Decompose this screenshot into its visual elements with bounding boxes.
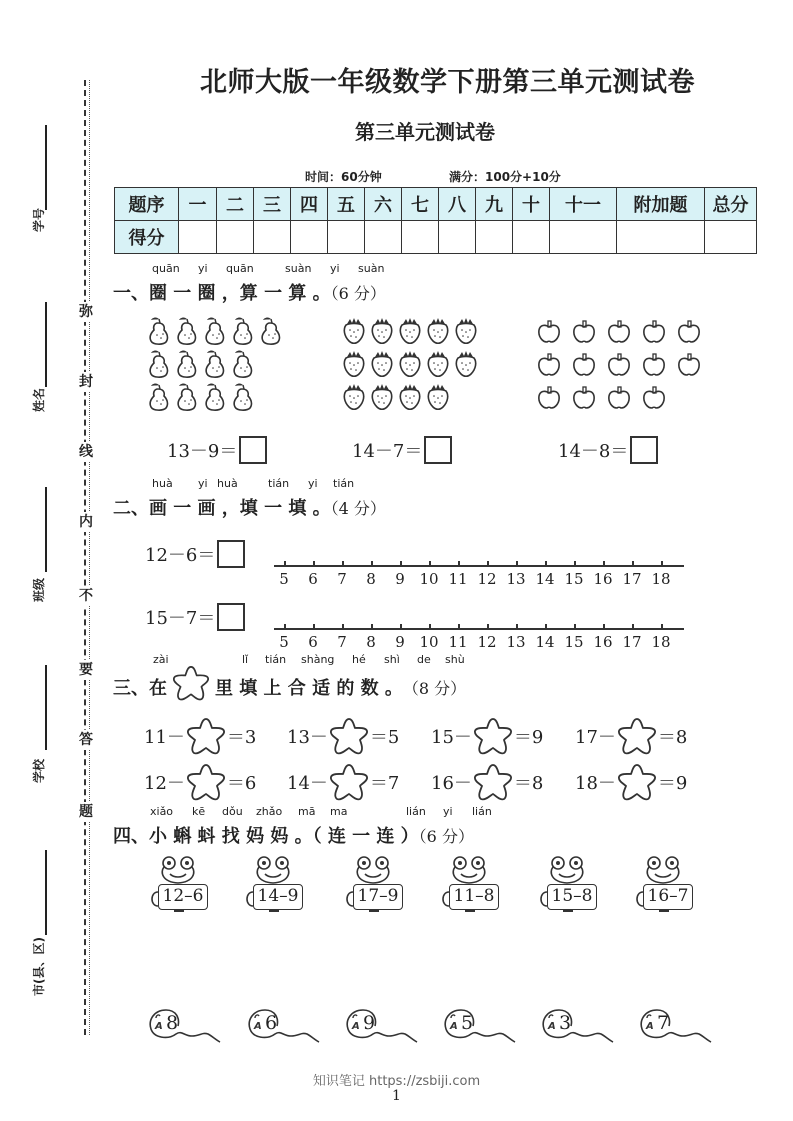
column-header: 附加题 xyxy=(617,188,705,221)
tadpole-value: 7 xyxy=(657,1012,670,1034)
seal-char: 要 xyxy=(76,660,96,680)
tadpole-icon xyxy=(441,1006,517,1046)
tadpole-card[interactable] xyxy=(441,1006,517,1046)
score-cell[interactable] xyxy=(217,221,254,254)
header-label: 题序 xyxy=(115,188,179,221)
name-label: 姓名 xyxy=(32,387,46,412)
apple-icon xyxy=(571,349,597,379)
frog-card[interactable] xyxy=(535,854,601,912)
flower-equation: 14－ ＝7 xyxy=(287,762,399,802)
score-cell[interactable] xyxy=(328,221,365,254)
strawberry-icon xyxy=(453,349,479,379)
tadpole-icon xyxy=(343,1006,419,1046)
section-4-score: （6 分） xyxy=(418,827,474,846)
section-2-score: （4 分） xyxy=(330,499,386,518)
score-cell[interactable] xyxy=(402,221,439,254)
page-subtitle: 第三单元测试卷 xyxy=(355,120,495,144)
number-line-1[interactable] xyxy=(274,559,684,589)
answer-box[interactable] xyxy=(630,436,658,464)
class-label: 班级 xyxy=(32,577,46,602)
strawberry-group xyxy=(341,316,481,415)
column-header: 二 xyxy=(217,188,254,221)
equation-1: 13－9＝ xyxy=(167,436,267,464)
score-cell[interactable] xyxy=(476,221,513,254)
score-table-header-row xyxy=(115,188,757,221)
column-header: 四 xyxy=(291,188,328,221)
apple-icon xyxy=(571,316,597,346)
answer-box[interactable] xyxy=(424,436,452,464)
student-id-label: 学号 xyxy=(32,207,46,232)
tadpole-card[interactable] xyxy=(539,1006,615,1046)
pear-icon xyxy=(146,349,172,379)
tick-label: 6 xyxy=(308,633,318,651)
pear-icon xyxy=(174,382,200,412)
strawberry-icon xyxy=(397,316,423,346)
apple-icon xyxy=(606,316,632,346)
apple-group xyxy=(536,316,711,415)
section-3-title: 三、在 里 填 上 合 适 的 数 。 （8 分） xyxy=(113,672,466,702)
equation-15-7: 15－7＝ xyxy=(145,603,245,631)
pear-icon xyxy=(202,349,228,379)
pinyin: huà xyxy=(152,477,173,490)
column-header: 六 xyxy=(365,188,402,221)
strawberry-icon xyxy=(397,349,423,379)
pear-icon xyxy=(202,382,228,412)
pinyin: zài xyxy=(153,653,169,666)
tick-label: 6 xyxy=(308,570,318,588)
pinyin: shàng xyxy=(301,653,335,666)
student-id-line[interactable] xyxy=(45,125,47,210)
pear-icon xyxy=(174,349,200,379)
seal-char: 题 xyxy=(76,802,96,822)
frog-card[interactable] xyxy=(437,854,503,912)
column-header: 一 xyxy=(179,188,217,221)
score-table-score-row xyxy=(115,221,757,254)
pinyin: xiǎo xyxy=(150,805,174,818)
tadpole-icon xyxy=(245,1006,321,1046)
pinyin: yi xyxy=(198,262,208,275)
tick-label: 18 xyxy=(651,633,671,651)
frog-expression: 11–8 xyxy=(449,884,499,910)
pinyin: kē xyxy=(192,805,206,818)
name-line[interactable] xyxy=(45,302,47,387)
pear-icon xyxy=(146,316,172,346)
binding-margin xyxy=(0,0,110,1121)
flower-answer-icon[interactable] xyxy=(472,762,514,802)
seal-char: 封 xyxy=(76,372,96,392)
frog-card[interactable] xyxy=(341,854,407,912)
pinyin: zhǎo xyxy=(256,805,283,818)
strawberry-icon xyxy=(369,316,395,346)
apple-icon xyxy=(641,349,667,379)
pear-icon xyxy=(230,382,256,412)
pear-group xyxy=(146,316,286,415)
flower-equation: 12－ ＝6 xyxy=(144,762,256,802)
tadpole-card[interactable] xyxy=(343,1006,419,1046)
seal-char: 线 xyxy=(76,442,96,462)
score-cell[interactable] xyxy=(179,221,217,254)
apple-icon xyxy=(536,349,562,379)
apple-icon xyxy=(571,382,597,412)
pinyin: ma xyxy=(330,805,348,818)
pinyin: shù xyxy=(445,653,465,666)
column-header: 七 xyxy=(402,188,439,221)
tick-label: 9 xyxy=(395,633,405,651)
tadpole-value: 5 xyxy=(461,1012,474,1034)
tadpole-icon xyxy=(539,1006,615,1046)
strawberry-icon xyxy=(397,382,423,412)
strawberry-icon xyxy=(425,349,451,379)
pinyin: lián xyxy=(472,805,492,818)
flower-answer-icon[interactable] xyxy=(616,716,658,756)
page-number: 1 xyxy=(392,1088,401,1104)
tadpole-value: 9 xyxy=(363,1012,376,1034)
flower-equation: 13－ ＝5 xyxy=(287,716,399,756)
column-header: 十 xyxy=(513,188,550,221)
apple-icon xyxy=(641,382,667,412)
pinyin: huà xyxy=(217,477,238,490)
section-2-title: 二、画 一 画 ，填 一 填 。（4 分） xyxy=(113,498,386,519)
section-4-title: 四、小 蝌 蚪 找 妈 妈 。（ 连 一 连 ）（6 分） xyxy=(113,826,474,847)
column-header: 九 xyxy=(476,188,513,221)
pinyin: yi xyxy=(308,477,318,490)
watermark: 知识笔记 https://zsbiji.com xyxy=(312,1074,481,1089)
apple-icon xyxy=(676,349,702,379)
score-cell[interactable] xyxy=(365,221,402,254)
seal-char: 弥 xyxy=(76,302,96,322)
strawberry-icon xyxy=(341,382,367,412)
flower-equation: 17－ ＝8 xyxy=(575,716,687,756)
pinyin: lián xyxy=(406,805,426,818)
school-label: 学校 xyxy=(32,758,46,783)
flower-answer-icon[interactable] xyxy=(616,762,658,802)
tick-label: 18 xyxy=(651,570,671,588)
tadpole-card[interactable] xyxy=(637,1006,713,1046)
page-title: 北师大版一年级数学下册第三单元测试卷 xyxy=(200,67,695,98)
tick-label: 15 xyxy=(564,570,584,588)
tadpole-value: 8 xyxy=(166,1012,179,1034)
tick-label: 5 xyxy=(279,633,289,651)
pear-icon xyxy=(258,316,284,346)
frog-card[interactable] xyxy=(146,854,212,912)
pinyin: tián xyxy=(268,477,290,490)
tick-label: 10 xyxy=(419,570,439,588)
strawberry-icon xyxy=(425,316,451,346)
pinyin: yi xyxy=(330,262,340,275)
pinyin: quān xyxy=(226,262,254,275)
pinyin: tián xyxy=(265,653,287,666)
tick-label: 7 xyxy=(337,570,347,588)
seal-line xyxy=(84,80,86,1035)
time-limit: 时间：60分钟 xyxy=(305,170,382,184)
tick-label: 9 xyxy=(395,570,405,588)
score-cell[interactable] xyxy=(617,221,705,254)
pear-icon xyxy=(146,382,172,412)
pinyin: suàn xyxy=(285,262,312,275)
apple-icon xyxy=(606,382,632,412)
city-label: 市(县、区) xyxy=(32,937,46,996)
flower-equation: 18－ ＝9 xyxy=(575,762,687,802)
apple-icon xyxy=(606,349,632,379)
pinyin: quān xyxy=(152,262,180,275)
column-header: 三 xyxy=(254,188,291,221)
column-header: 十一 xyxy=(550,188,617,221)
pinyin: hé xyxy=(352,653,366,666)
column-header: 总分 xyxy=(705,188,757,221)
score-cell[interactable] xyxy=(291,221,328,254)
flower-equation: 11－ ＝3 xyxy=(144,716,256,756)
flower-answer-icon[interactable] xyxy=(328,716,370,756)
score-table xyxy=(114,187,757,254)
frog-expression: 15–8 xyxy=(547,884,597,910)
tick-label: 16 xyxy=(593,633,613,651)
apple-icon xyxy=(676,316,702,346)
frog-card[interactable] xyxy=(631,854,697,912)
score-cell[interactable] xyxy=(513,221,550,254)
apple-icon xyxy=(641,316,667,346)
strawberry-icon xyxy=(369,349,395,379)
answer-box[interactable] xyxy=(217,540,245,568)
column-header: 五 xyxy=(328,188,365,221)
flower-answer-icon[interactable] xyxy=(185,762,227,802)
tadpole-icon xyxy=(637,1006,713,1046)
tadpole-value: 3 xyxy=(559,1012,572,1034)
city-line[interactable] xyxy=(45,850,47,935)
apple-icon xyxy=(536,316,562,346)
tick-label: 15 xyxy=(564,633,584,651)
pinyin: mā xyxy=(298,805,316,818)
pinyin: lǐ xyxy=(242,653,249,666)
tick-label: 17 xyxy=(622,633,642,651)
frog-expression: 14–9 xyxy=(253,884,303,910)
pinyin: suàn xyxy=(358,262,385,275)
section-3-score: （8 分） xyxy=(402,678,467,698)
seal-char: 答 xyxy=(76,730,96,750)
full-score: 满分：100分+10分 xyxy=(449,170,561,184)
strawberry-icon xyxy=(369,382,395,412)
pinyin: yi xyxy=(443,805,453,818)
frog-expression: 17–9 xyxy=(353,884,403,910)
score-cell[interactable] xyxy=(439,221,476,254)
flower-equation: 15－ ＝9 xyxy=(431,716,543,756)
class-line[interactable] xyxy=(45,487,47,572)
pinyin: yi xyxy=(198,477,208,490)
equation-12-6: 12－6＝ xyxy=(145,540,245,568)
tick-label: 14 xyxy=(535,570,555,588)
score-cell[interactable] xyxy=(254,221,291,254)
row-label: 得分 xyxy=(115,221,179,254)
equation-3: 14－8＝ xyxy=(558,436,658,464)
tick-label: 5 xyxy=(279,570,289,588)
seal-line-dots xyxy=(89,80,90,1035)
school-line[interactable] xyxy=(45,665,47,750)
pinyin: shì xyxy=(384,653,400,666)
flower-answer-icon[interactable] xyxy=(472,716,514,756)
number-line-2[interactable] xyxy=(274,622,684,652)
equation-2: 14－7＝ xyxy=(352,436,452,464)
tick-label: 17 xyxy=(622,570,642,588)
strawberry-icon xyxy=(425,382,451,412)
tick-label: 16 xyxy=(593,570,613,588)
pear-icon xyxy=(174,316,200,346)
pear-icon xyxy=(202,316,228,346)
tadpole-card[interactable] xyxy=(245,1006,321,1046)
strawberry-icon xyxy=(453,316,479,346)
tadpole-value: 6 xyxy=(265,1012,278,1034)
tick-label: 8 xyxy=(366,633,376,651)
flower-equation: 16－ ＝8 xyxy=(431,762,543,802)
apple-icon xyxy=(536,382,562,412)
tick-label: 7 xyxy=(337,633,347,651)
tick-label: 13 xyxy=(506,570,526,588)
tick-label: 13 xyxy=(506,633,526,651)
section-1-score: （6 分） xyxy=(330,284,386,303)
column-header: 八 xyxy=(439,188,476,221)
tick-label: 12 xyxy=(477,570,497,588)
tick-label: 11 xyxy=(448,633,468,651)
seal-char: 不 xyxy=(76,586,96,606)
frog-card[interactable] xyxy=(241,854,307,912)
seal-char: 内 xyxy=(76,512,96,532)
answer-box[interactable] xyxy=(239,436,267,464)
pinyin: tián xyxy=(333,477,355,490)
pear-icon xyxy=(230,349,256,379)
answer-box[interactable] xyxy=(217,603,245,631)
score-cell[interactable] xyxy=(705,221,757,254)
section-1-title: 一、圈 一 圈 ，算 一 算 。（6 分） xyxy=(113,283,386,304)
flower-answer-icon[interactable] xyxy=(328,762,370,802)
pinyin: de xyxy=(417,653,431,666)
strawberry-icon xyxy=(341,316,367,346)
score-cell[interactable] xyxy=(550,221,617,254)
tick-label: 14 xyxy=(535,633,555,651)
tick-label: 11 xyxy=(448,570,468,588)
tadpole-card[interactable] xyxy=(146,1006,222,1046)
tick-label: 12 xyxy=(477,633,497,651)
pear-icon xyxy=(230,316,256,346)
flower-answer-icon[interactable] xyxy=(185,716,227,756)
flower-icon xyxy=(171,664,211,702)
strawberry-icon xyxy=(341,349,367,379)
pinyin: dǒu xyxy=(222,805,243,818)
frog-expression: 16–7 xyxy=(643,884,693,910)
tadpole-icon xyxy=(146,1006,222,1046)
tick-label: 8 xyxy=(366,570,376,588)
tick-label: 10 xyxy=(419,633,439,651)
frog-expression: 12–6 xyxy=(158,884,208,910)
